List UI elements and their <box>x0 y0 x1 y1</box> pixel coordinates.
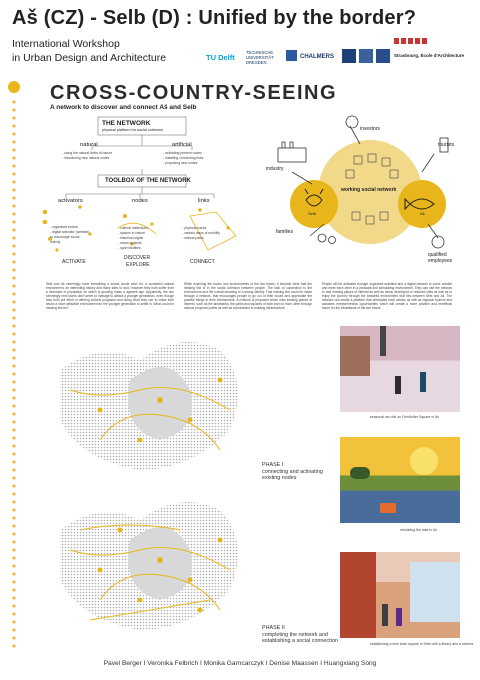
rail-dot <box>13 533 16 536</box>
phase-1-title: PHASE I <box>262 462 284 468</box>
rail-dot <box>13 581 16 584</box>
nodes-item: - historical sights <box>118 236 144 240</box>
rail-dot <box>13 197 16 200</box>
actor-families: families <box>276 229 293 235</box>
artificial-item: - activating present nodes <box>163 151 202 155</box>
rail-dot <box>13 221 16 224</box>
rail-dot <box>13 357 16 360</box>
rail-dot <box>13 285 16 288</box>
rail-dot <box>13 485 16 488</box>
rail-dot <box>13 213 16 216</box>
rail-dot <box>13 349 16 352</box>
lake-photo <box>340 437 460 523</box>
actor-qualified-employees: qualified employees <box>428 252 453 264</box>
text-column-3: People will be activated through organised activities and a digital network to come outside and meet each other in a pleasant and stimulating environment. They can use the network to visit existing places of interest as well as newly developed or restored sites as well as to enjoy the journey through the beautiful environment that lies between Selb and Aš. The network can create a platform that stimulates local activity as well as regional tourism and activates entrepreneurial opportunities which will create a more positive and beneficial future for the inhabitants of the two towns. <box>322 282 452 310</box>
rail-dot <box>13 453 16 456</box>
nodes-item: - cultural institutions <box>118 226 148 230</box>
rail-dot <box>13 293 16 296</box>
dot-rail <box>0 80 30 660</box>
activators-item: to encourage social <box>50 235 80 239</box>
activators-item: activity <box>50 240 61 244</box>
rail-dot <box>13 493 16 496</box>
rail-dot <box>13 541 16 544</box>
rail-dot <box>13 229 16 232</box>
selb-label: Selb <box>308 211 317 216</box>
network-root-sub: physical platform for social cohesion <box>102 128 163 132</box>
artificial-item: - proposing new nodes <box>163 161 198 165</box>
rail-dot <box>13 629 16 632</box>
workshop-line-2: in Urban Design and Architecture <box>12 52 167 64</box>
text-column-2: While exploring the towns and environments of the two towns, it became clear that the missing link is in the social cohesion between people. The lack of connection to the environment and the overall meaning of a strong identity. That missing link could be made through a network, that encourages people to go out of their house and appreciate the positive things in their environment. A network is proposed which links existing places of interest, such as the landmarks, the parks and squares of both town to each other through various proposed paths as well as connections to existing infrastructure. <box>184 282 312 310</box>
photo-caption-1: seasonal ice-rink on Friedhöfer Square in Aš <box>370 415 439 419</box>
rail-dot <box>13 181 16 184</box>
university-crest-icon-3 <box>376 49 390 63</box>
diagram-center-label: working social network <box>341 187 397 193</box>
links-item: - natural paths <box>182 236 204 240</box>
tu-dresden-logo: TECHNISCHE UNIVERSITÄT DRESDEN <box>246 50 274 65</box>
rail-dot <box>13 333 16 336</box>
shield-icon <box>286 50 297 61</box>
text-column-1: Selb and Aš seemingly have everything a tourist would wish for: a wonderful natural environment, an interesting history and many sites to visit. However they both suffer from a decrease in population on which is growing mean a agewell age. Apparently, the two seemingly next towns don't seem to manage to attract a younger generation, even though they both put effort in offering cultural programs and doing what they can to make their towns a more attractive environment for the younger generation to settle in. What could be missing link be? <box>46 282 174 310</box>
rail-dot <box>13 301 16 304</box>
links-item: - various ways of mobility <box>182 231 220 235</box>
network-tree-lines <box>40 112 250 272</box>
natural-item: - using the natural limits of nature <box>62 151 113 155</box>
artificial-item: - installing connecting links <box>163 156 204 160</box>
rail-dot <box>13 309 16 312</box>
links-label: links <box>198 198 210 204</box>
nodes-item: - sport facilities <box>118 246 141 250</box>
verb-activate: ACTIVATE <box>62 259 86 265</box>
natural-item: - introducing new natural nodes <box>62 156 110 160</box>
rail-dot <box>13 317 16 320</box>
logo-strip <box>206 46 474 72</box>
as-label: Aš <box>420 211 425 216</box>
verb-connect: CONNECT <box>190 259 215 265</box>
actor-tourists: tourists <box>438 142 455 148</box>
rail-dot <box>13 589 16 592</box>
rail-dot <box>13 101 16 104</box>
rail-dot <box>13 429 16 432</box>
links-item: - physical tracks <box>182 226 207 230</box>
activators-item: - digital activator (website) <box>50 230 90 234</box>
rail-dot <box>13 109 16 112</box>
poster-title: Aš (CZ) - Selb (D) : Unified by the border? <box>12 7 417 29</box>
chalmers-logo: CHALMERS <box>300 54 334 60</box>
rail-dot <box>13 605 16 608</box>
phase-2 <box>262 625 342 645</box>
verb-discover: DISCOVER <box>124 255 151 261</box>
rail-dot <box>13 501 16 504</box>
nodes-label: nodes <box>132 198 148 204</box>
rail-dot <box>13 141 16 144</box>
rail-dot <box>13 325 16 328</box>
phase-2-title: PHASE II <box>262 625 285 631</box>
rail-dot <box>13 637 16 640</box>
rail-dot <box>13 269 16 272</box>
network-maps <box>40 320 330 650</box>
rail-dot <box>13 173 16 176</box>
rail-dot <box>13 405 16 408</box>
rail-dot <box>13 597 16 600</box>
rail-dot <box>13 365 16 368</box>
rail-dot <box>13 509 16 512</box>
rail-dot <box>13 645 16 648</box>
network-root-label: THE NETWORK <box>102 120 151 127</box>
actor-investors: investors <box>360 126 381 132</box>
town-square-photo <box>340 552 460 638</box>
rail-dot <box>13 189 16 192</box>
tudelft-logo: TU Delft <box>206 53 235 62</box>
rail-dot <box>13 573 16 576</box>
rail-dot <box>13 261 16 264</box>
rail-dot <box>13 149 16 152</box>
rail-dot <box>13 461 16 464</box>
rail-dot <box>13 341 16 344</box>
rail-dot <box>13 389 16 392</box>
rail-dot <box>13 413 16 416</box>
rail-dot <box>13 205 16 208</box>
rail-dot <box>13 165 16 168</box>
rail-dot <box>13 557 16 560</box>
university-crest-icon-2 <box>359 49 373 63</box>
artificial-label: artificial <box>172 142 192 148</box>
rail-dot <box>13 381 16 384</box>
workshop-line-1: International Workshop <box>12 38 120 50</box>
photo-caption-3: establishing a new town square in Selb with a library and a cinema <box>370 642 474 646</box>
actor-industry: industry <box>266 166 284 172</box>
rail-dot <box>13 445 16 448</box>
rail-dot <box>13 565 16 568</box>
activators-label: activators <box>58 198 83 204</box>
rail-dot <box>13 517 16 520</box>
phase-1 <box>262 462 342 482</box>
rail-dot <box>13 133 16 136</box>
ice-rink-photo <box>340 326 460 412</box>
photo-caption-2: rebuilding the lake in Aš <box>400 528 437 532</box>
rail-dot <box>13 621 16 624</box>
rail-dot <box>13 277 16 280</box>
rail-dot <box>13 157 16 160</box>
rail-dot <box>13 421 16 424</box>
rail-dot <box>13 477 16 480</box>
phase-1-text: connecting and activating existing nodes <box>262 468 323 482</box>
nodes-item: - urban projects <box>118 241 142 245</box>
nodes-item: - spaces in nature <box>118 231 145 235</box>
natural-label: natural <box>80 142 98 148</box>
rail-dot <box>13 245 16 248</box>
verb-explore: EXPLORE <box>126 262 150 268</box>
rail-dot <box>13 549 16 552</box>
rail-dot <box>13 237 16 240</box>
authors-line: Pavel Berger I Veronika Felbrich I Monika Garncarczyk I Denise Maassen I Huangxiang Song <box>103 660 377 667</box>
rail-dot <box>13 469 16 472</box>
rail-dot <box>13 437 16 440</box>
section-title: CROSS-COUNTRY-SEEING <box>50 82 338 104</box>
rail-dot <box>13 613 16 616</box>
ensas-mark-icon <box>394 38 428 44</box>
section-subtitle: A network to discover and connect Aš and Selb <box>50 104 197 111</box>
rail-dot <box>13 253 16 256</box>
rail-dot <box>13 117 16 120</box>
phase-2-text: completing the network and establishing a social connection <box>262 631 338 645</box>
activators-item: - organised events <box>50 225 78 229</box>
university-crest-icon <box>342 49 356 63</box>
rail-dot <box>13 397 16 400</box>
strasbourg-logo: Strasbourg, École d'Architecture <box>394 53 465 58</box>
rail-dot <box>13 525 16 528</box>
toolbox-title: TOOLBOX OF THE NETWORK <box>105 178 191 184</box>
rail-dot <box>13 373 16 376</box>
rail-dot <box>13 125 16 128</box>
